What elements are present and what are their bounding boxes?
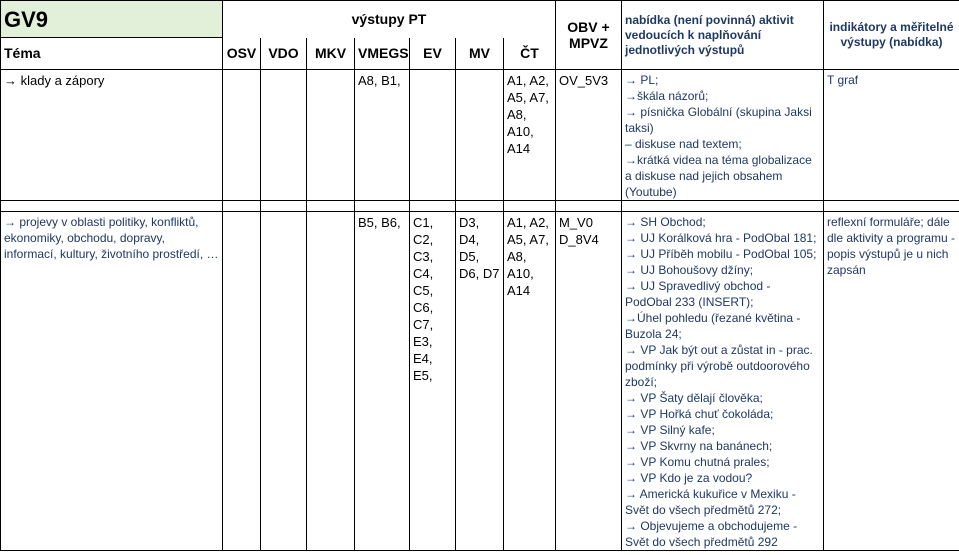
vdo-cell	[261, 70, 307, 201]
ev-cell	[410, 70, 456, 201]
table-row	[1, 212, 959, 551]
obv-cell: M_V0 D_8V4	[556, 212, 622, 551]
ct-cell: A1, A2, A5, A7, A8, A10, A14	[504, 70, 556, 201]
ct-cell: A1, A2, A5, A7, A8, A10, A14	[504, 212, 556, 551]
osv-cell	[223, 212, 261, 551]
nabidka-heading: nabídka (není povinná) aktivit vedoucích k naplňování jednotlivých výstupů	[622, 1, 824, 70]
spacer-cell	[456, 201, 504, 212]
tema-cell: → projevy v oblasti politiky, konfliktů, ekonomiky, obchodu, dopravy, informací, kultury, životního prostředí, …	[1, 212, 223, 551]
nabidka-item: → VP Skvrny na banánech;	[625, 439, 773, 453]
nabidka-item: → písnička Globální (skupina Jaksi taksi)	[625, 105, 812, 135]
nabidka-item: →krátká videa na téma globalizace a diskuse nad jejich obsahem (Youtube)	[625, 153, 812, 199]
nabidka-item: →Úhel pohledu (řezané květina - Buzola 24;	[625, 311, 801, 341]
indikatory-cell: T graf	[824, 70, 959, 201]
nabidka-item: → Americká kukuřice v Mexiku - Svět do všech předmětů 272;	[625, 487, 796, 517]
nabidka-item: →škála názorů;	[625, 89, 709, 103]
indikatory-cell: reflexní formuláře; dále dle aktivity a programu - popis výstupů je u nich zapsán	[824, 212, 959, 551]
spacer-cell	[261, 201, 307, 212]
mkv-cell	[307, 70, 355, 201]
nabidka-item: – diskuse nad textem;	[625, 137, 742, 151]
spacer-cell	[307, 201, 355, 212]
vdo-cell	[261, 212, 307, 551]
spacer-cell	[556, 201, 622, 212]
mkv-cell	[307, 212, 355, 551]
indikatory-heading: indikátory a měřitelné výstupy (nabídka)	[824, 1, 959, 70]
nabidka-item: → Objevujeme a obchodujeme - Svět do všech předmětů 292	[625, 519, 798, 549]
mv-heading: MV	[456, 38, 504, 70]
nabidka-cell	[622, 70, 824, 201]
mkv-heading: MKV	[307, 38, 355, 70]
obv-mpvz-heading: OBV + MPVZ	[556, 1, 622, 70]
spacer-cell	[410, 201, 456, 212]
nabidka-item: → VP Kdo je za vodou?	[625, 471, 753, 485]
osv-heading: OSV	[223, 38, 261, 70]
spacer-cell	[223, 201, 261, 212]
vmegs-cell: A8, B1,	[355, 70, 410, 201]
tema-cell: → klady a zápory	[1, 70, 223, 201]
mv-cell	[456, 70, 504, 201]
ct-heading: ČT	[504, 38, 556, 70]
vystupy-pt-heading: výstupy PT	[223, 1, 556, 38]
table-row	[1, 70, 959, 201]
nabidka-item: → UJ Korálková hra - PodObal 181;	[625, 231, 817, 245]
nabidka-item: → UJ Bohoušovy džíny;	[625, 263, 754, 277]
nabidka-item: → UJ Spravedlivý obchod - PodObal 233 (INSERT);	[625, 279, 771, 309]
ev-cell: C1, C2, C3, C4, C5, C6, C7, E3, E4, E5,	[410, 212, 456, 551]
spacer-cell	[355, 201, 410, 212]
vmegs-cell: B5, B6,	[355, 212, 410, 551]
osv-cell	[223, 70, 261, 201]
spacer-cell	[1, 201, 223, 212]
nabidka-item: → VP Šaty dělají člověka;	[625, 391, 763, 405]
nabidka-item: → VP Hořká chuť čokoláda;	[625, 407, 774, 421]
spacer-row	[1, 201, 959, 212]
nabidka-item: → UJ Příběh mobilu - PodObal 105;	[625, 247, 817, 261]
mv-cell: D3, D4, D5, D6, D7	[456, 212, 504, 551]
nabidka-item: → PL;	[625, 73, 659, 87]
nabidka-cell	[622, 212, 824, 551]
spacer-cell	[824, 201, 959, 212]
nabidka-item: → VP Silný kafe;	[625, 423, 715, 437]
spacer-cell	[504, 201, 556, 212]
nabidka-item: → SH Obchod;	[625, 215, 706, 229]
spacer-cell	[622, 201, 824, 212]
tema-heading: Téma	[1, 38, 223, 70]
obv-cell: OV_5V3	[556, 70, 622, 201]
header-row-top	[1, 1, 959, 38]
nabidka-item: → VP Jak být out a zůstat in - prac. podmínky při výrobě outdoorového zboží;	[625, 343, 813, 389]
vdo-heading: VDO	[261, 38, 307, 70]
vmegs-heading: VMEGS	[355, 38, 410, 70]
ev-heading: EV	[410, 38, 456, 70]
gv9-label: GV9	[1, 1, 223, 38]
nabidka-item: → VP Komu chutná prales;	[625, 455, 770, 469]
